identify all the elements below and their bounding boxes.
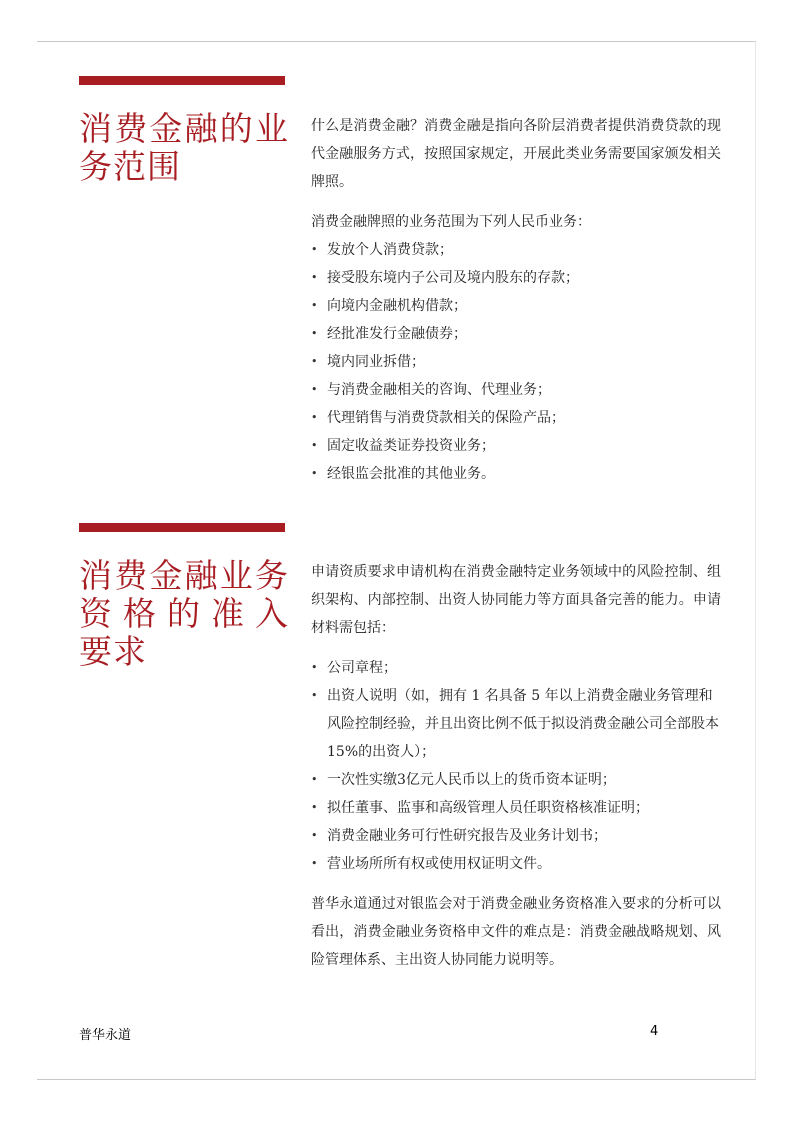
section-1-title [79,110,289,186]
bullet-icon: • [311,801,318,814]
list-item: • 营业场所所有权或使用权证明文件。 [311,850,721,878]
bullet-icon: • [311,243,318,256]
section-2-title [79,557,289,671]
list-item: • 固定收益类证券投资业务； [311,432,721,460]
list-item: • 与消费金融相关的咨询、代理业务； [311,376,721,404]
bullet-icon: • [311,299,318,312]
section-1-accent-bar [79,76,285,85]
list-item: • 向境内金融机构借款； [311,292,721,320]
section-1-body [311,112,721,488]
bullet-icon: • [311,857,318,870]
list-item: • 经批准发行金融债券； [311,320,721,348]
list-item: • 消费金融业务可行性研究报告及业务计划书； [311,822,721,850]
section-2-intro: 申请资质要求申请机构在消费金融特定业务领域中的风险控制、组织架构、内部控制、出资人协同能力等方面具备完善的能力。申请材料需包括： [311,564,721,636]
section-1-title-line-2: 务范围 [79,147,181,186]
section-1-scope-list [311,236,721,488]
section-2-materials-list [311,654,721,878]
list-item: • 接受股东境内子公司及境内股东的存款； [311,264,721,292]
section-2-accent-bar [79,523,285,532]
section-1-lead: 消费金融牌照的业务范围为下列人民币业务： [311,214,591,230]
page-number: 4 [650,1024,659,1039]
bullet-icon: • [311,271,318,284]
bullet-icon: • [311,773,318,786]
bullet-icon: • [311,661,318,674]
list-item: • 发放个人消费贷款； [311,236,721,264]
bullet-icon: • [311,829,318,842]
section-2-body [311,558,721,974]
bullet-icon: • [311,467,318,480]
bullet-icon: • [311,355,318,368]
list-item: • 公司章程； [311,654,721,682]
section-2-title-line-2: 资格的准入 [79,594,289,633]
list-item: • 一次性实缴3亿元人民币以上的货币资本证明； [311,766,721,794]
section-1-intro: 什么是消费金融？消费金融是指向各阶层消费者提供消费贷款的现代金融服务方式，按照国家规定，开展此类业务需要国家颁发相关牌照。 [311,118,721,190]
bullet-icon: • [311,689,318,702]
list-item: • 代理销售与消费贷款相关的保险产品； [311,404,721,432]
bullet-icon: • [311,439,318,452]
bullet-icon: • [311,327,318,340]
list-item: • 经银监会批准的其他业务。 [311,460,721,488]
section-2-title-line-3: 要求 [79,632,147,671]
section-1-title-line-1: 消费金融的业 [79,109,289,148]
section-2-conclusion: 普华永道通过对银监会对于消费金融业务资格准入要求的分析可以看出，消费金融业务资格申文件的难点是：消费金融战略规划、风险管理体系、主出资人协同能力说明等。 [311,896,721,968]
footer-brand: 普华永道 [79,1028,132,1043]
bullet-icon: • [311,411,318,424]
list-item: • 拟任董事、监事和高级管理人员任职资格核准证明； [311,794,721,822]
bullet-icon: • [311,383,318,396]
section-2-title-line-1: 消费金融业务 [79,556,289,595]
list-item: • 境内同业拆借； [311,348,721,376]
list-item: • 出资人说明（如，拥有 1 名具备 5 年以上消费金融业务管理和风险控制经验，并且出资比例不低于拟设消费金融公司全部股本15%的出资人）； [311,682,721,766]
